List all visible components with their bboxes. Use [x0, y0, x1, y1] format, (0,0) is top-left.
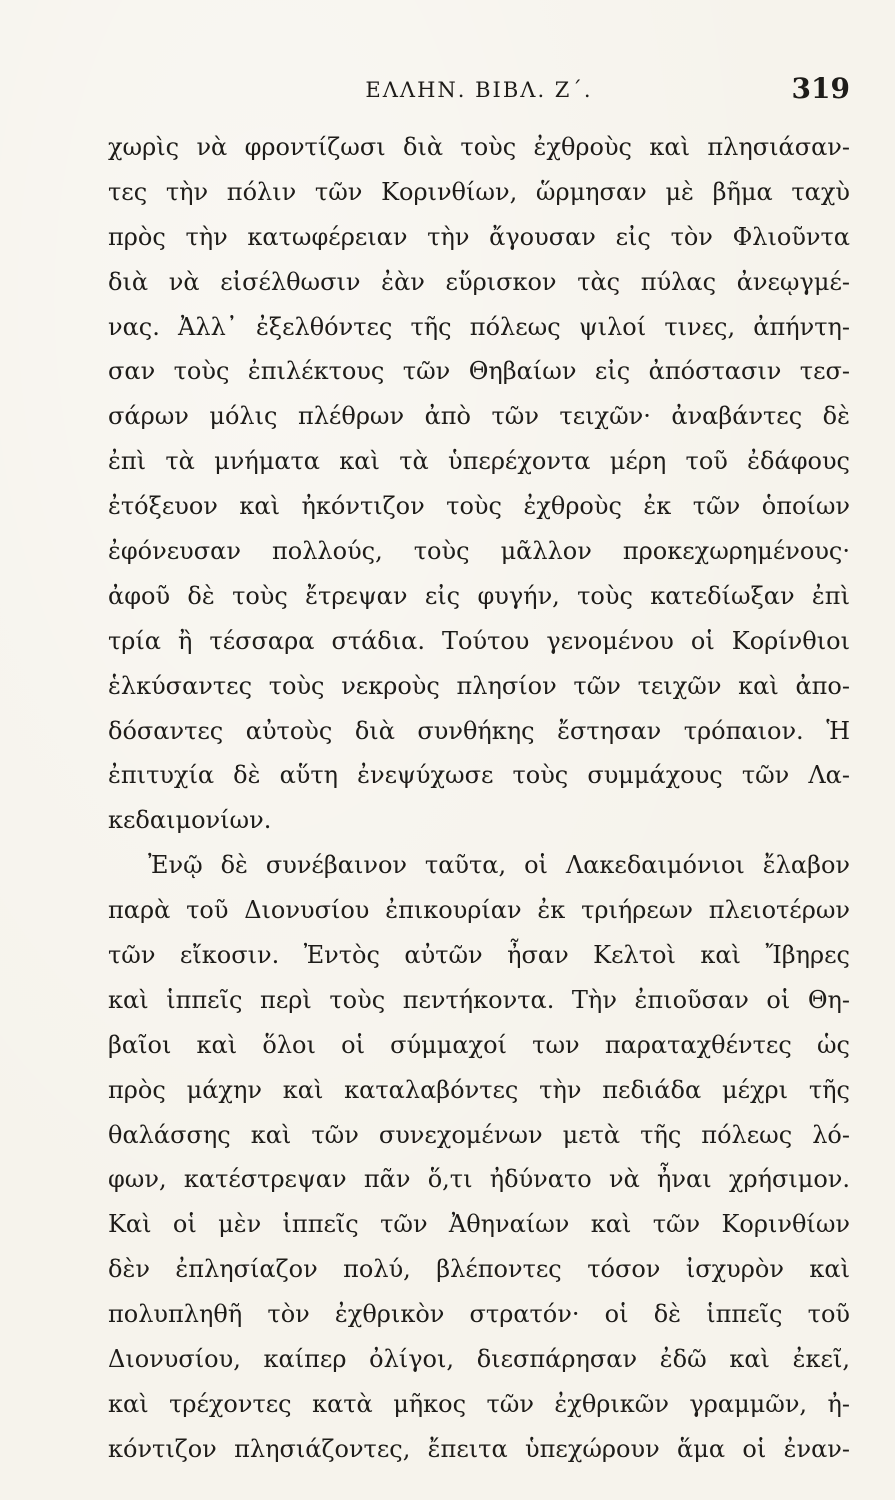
text-line: βαῖοι καὶ ὅλοι οἱ σύμμαχοί των παραταχθέντες ὡς [108, 1030, 850, 1059]
text-line: ἐπὶ τὰ μνήματα καὶ τὰ ὑπερέχοντα μέρη τοῦ ἐδάφους [108, 447, 850, 476]
text-line: σάρων μόλις πλέθρων ἀπὸ τῶν τειχῶν· ἀναβάντες δὲ [108, 402, 850, 431]
page-number: 319 [791, 72, 850, 105]
text-line: τῶν εἴκοσιν. Ἐντὸς αὐτῶν ἦσαν Κελτοὶ καὶ Ἴβηρες [108, 941, 850, 970]
text-line: Καὶ οἱ μὲν ἱππεῖς τῶν Ἀθηναίων καὶ τῶν Κορινθίων [108, 1210, 850, 1239]
paragraph-start-line: Ἐνῷ δὲ συνέβαινον ταῦτα, οἱ Λακεδαιμόνιοι ἔλαβον [148, 851, 850, 880]
text-line: ἐτόξευον καὶ ἠκόντιζον τοὺς ἐχθροὺς ἐκ τῶν ὁποίων [108, 492, 850, 521]
text-line: τες τὴν πόλιν τῶν Κορινθίων, ὥρμησαν μὲ βῆμα ταχὺ [108, 177, 850, 206]
page-header [108, 72, 850, 112]
text-line: σαν τοὺς ἐπιλέκτους τῶν Θηβαίων εἰς ἀπόστασιν τεσ- [108, 357, 850, 386]
running-head: ΕΛΛΗΝ. ΒΙΒΛ. Ζ΄. [365, 78, 593, 102]
text-line: δὲν ἐπλησίαζον πολύ, βλέποντες τόσον ἰσχυρὸν καὶ [108, 1255, 850, 1284]
text-line: καὶ ἱππεῖς περὶ τοὺς πεντήκοντα. Τὴν ἐπιοῦσαν οἱ Θη- [108, 985, 850, 1014]
text-line: ἑλκύσαντες τοὺς νεκροὺς πλησίον τῶν τειχῶν καὶ ἀπο- [108, 671, 850, 700]
paragraph-end-line: κεδαιμονίων. [108, 806, 272, 835]
text-line: πρὸς μάχην καὶ καταλαβόντες τὴν πεδιάδα μέχρι τῆς [108, 1075, 850, 1104]
text-line: παρὰ τοῦ Διονυσίου ἐπικουρίαν ἐκ τριήρεων πλειοτέρων [108, 896, 850, 925]
text-line: πολυπληθῆ τὸν ἐχθρικὸν στρατόν· οἱ δὲ ἱππεῖς τοῦ [108, 1300, 850, 1329]
text-line: τρία ἢ τέσσαρα στάδια. Τούτου γενομένου οἱ Κορίνθιοι [108, 626, 850, 655]
text-line: πρὸς τὴν κατωφέρειαν τὴν ἄγουσαν εἰς τὸν Φλιοῦντα [108, 222, 850, 251]
text-line: διὰ νὰ εἰσέλθωσιν ἐὰν εὕρισκον τὰς πύλας ἀνεῳγμέ- [108, 267, 850, 296]
text-line: φων, κατέστρεψαν πᾶν ὅ,τι ἠδύνατο νὰ ἦναι χρήσιμον. [108, 1165, 850, 1194]
text-line: χωρὶς νὰ φροντίζωσι διὰ τοὺς ἐχθροὺς καὶ πλησιάσαν- [108, 133, 850, 161]
text-line: Διονυσίου, καίπερ ὀλίγοι, διεσπάρησαν ἐδῶ καὶ ἐκεῖ, [108, 1345, 850, 1374]
text-line: νας. Ἀλλ᾽ ἐξελθόντες τῆς πόλεως ψιλοί τινες, ἀπήντη- [108, 312, 850, 341]
text-line: δόσαντες αὐτοὺς διὰ συνθήκης ἔστησαν τρόπαιον. Ἡ [108, 716, 850, 745]
text-line: θαλάσσης καὶ τῶν συνεχομένων μετὰ τῆς πόλεως λό- [108, 1120, 850, 1149]
text-line: ἀφοῦ δὲ τοὺς ἔτρεψαν εἰς φυγήν, τοὺς κατεδίωξαν ἐπὶ [108, 581, 850, 610]
text-line: ἐφόνευσαν πολλούς, τοὺς μᾶλλον προκεχωρημένους· [108, 537, 850, 566]
text-line: κόντιζον πλησιάζοντες, ἔπειτα ὑπεχώρουν ἅμα οἱ ἐναν- [108, 1434, 850, 1463]
text-line: καὶ τρέχοντες κατὰ μῆκος τῶν ἐχθρικῶν γραμμῶν, ἠ- [108, 1389, 850, 1418]
body-text [108, 125, 850, 1472]
text-line: ἐπιτυχία δὲ αὕτη ἐνεψύχωσε τοὺς συμμάχους τῶν Λα- [108, 761, 850, 790]
